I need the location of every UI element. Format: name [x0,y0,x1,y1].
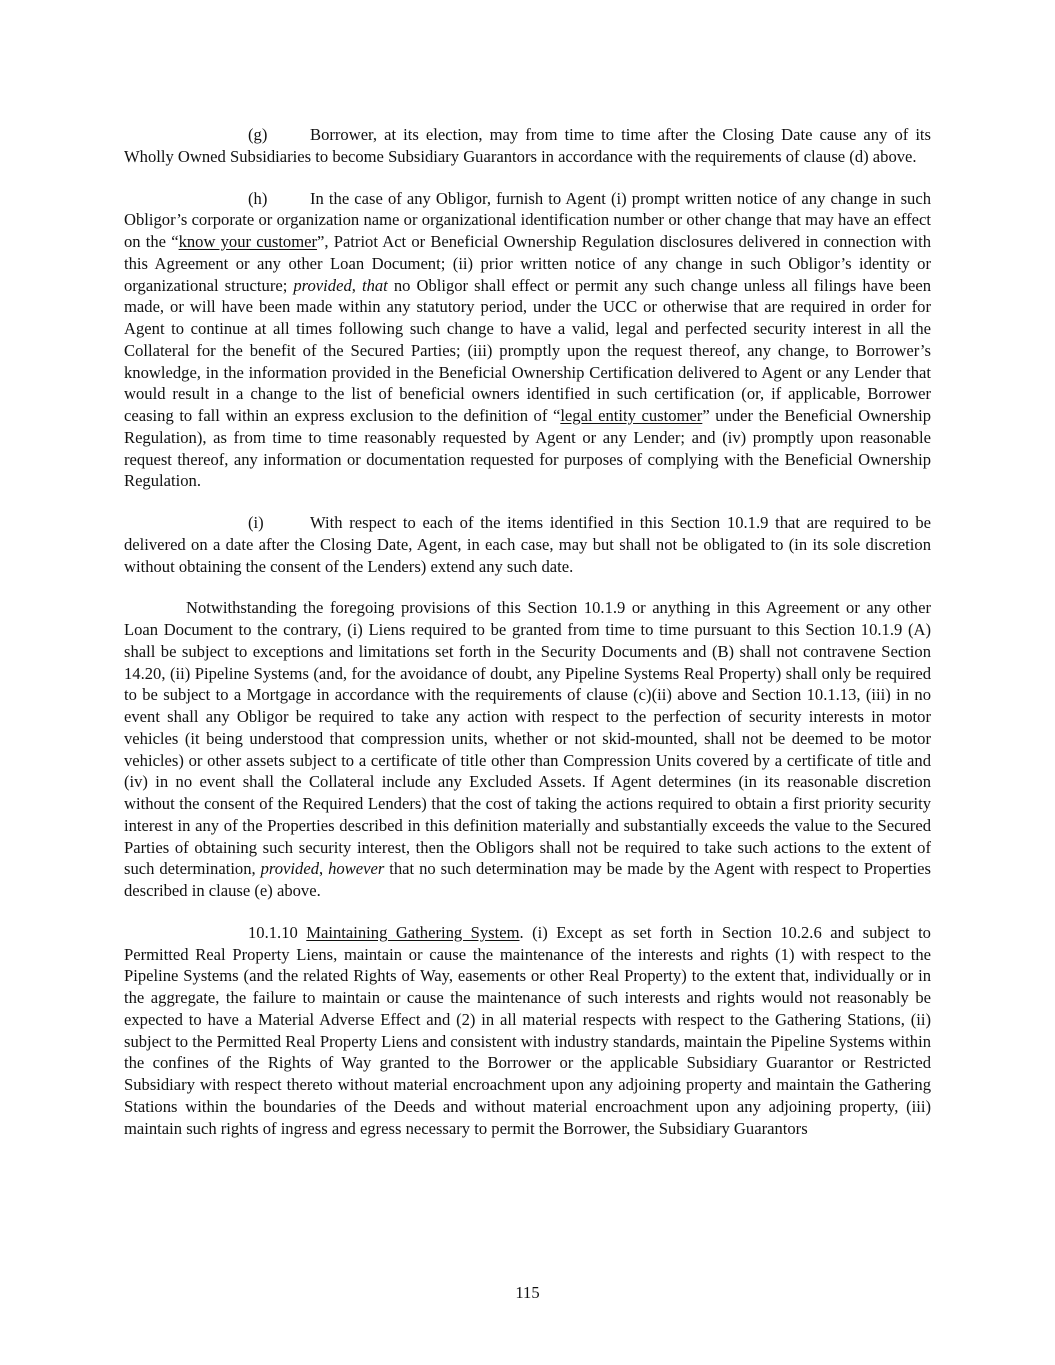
italic-term: that [361,275,388,295]
paragraph-text: With respect to each of the items identified in this Section 10.1.9 that are required to be delivered on a date after the Closing Date, Agent, in each case, may but shall not be obligated to (in its sole discretion without obtaining the consent of the Lenders) extend any such date. [124,513,931,576]
document-page [124,124,931,1159]
defined-term-underlined: legal entity customer [560,406,703,425]
paragraph-text: , [351,275,362,295]
italic-term: provided [260,859,319,879]
paragraph-text: In the case of any Obligor, furnish to Agent (i) prompt written notice of any change in such Obligor’s corporate or organization name or organizational identification number or other change that may have an effect on the “ [124,188,931,251]
italic-term: however [328,859,385,879]
paragraph-marker: (g) [248,125,268,144]
paragraph-text: ” under the Beneficial Ownership Regulation), as from time to time reasonably requested by Agent or any Lender; and (iv) promptly upon reasonable request thereof, any information or documentation requested for purposes of complying with the Beneficial Ownership Regulation. [124,406,931,491]
paragraph-text: . (i) Except as set forth in Section 10.2.6 and subject to Permitted Real Property Liens, maintain or cause the maintenance of the interests and rights (1) with respect to the Pipeline Systems (and the related Rights of Way, easements or other Real Property) to the extent that, individually or in the aggregate, the failure to maintain or cause the maintenance of such interests and rights would not reasonably be expected to have a Material Adverse Effect and (2) in all material respects with respect to the Gathering Stations, (ii) subject to the Permitted Real Property Liens and consistent with industry standards, maintain the Pipeline Systems within the confines of the Rights of Way granted to the Borrower or the applicable Subsidiary Guarantor or Restricted Subsidiary with respect thereto without material encroachment upon any adjoining property and maintain the Gathering Stations within the boundaries of the Deeds and without material encroachment upon any adjoining property, (iii) maintain such rights of ingress and egress necessary to permit the Borrower, the Subsidiary Guarantors [124,922,931,1138]
paragraph-text: , [319,859,329,879]
paragraph-notwithstanding [124,597,931,902]
paragraph-text: that no such determination may be made by the Agent with respect to Properties described in clause (e) above. [124,859,931,900]
paragraph-i [124,512,931,577]
defined-term-underlined: know your customer [178,232,318,251]
paragraph-marker: (i) [248,513,264,532]
page-number: 115 [515,1283,540,1302]
paragraph-h [124,188,931,493]
paragraph-text: Notwithstanding the foregoing provisions of this Section 10.1.9 or anything in this Agreement or any other Loan Document to the contrary, (i) Liens required to be granted from time to time pursuant to this Section 10.1.9 (A) shall be subject to exceptions and limitations set forth in the Security Documents and (B) shall not contravene Section 14.20, (ii) Pipeline Systems (and, for the avoidance of doubt, any Pipeline Systems Real Property) shall only be required to be subject to a Mortgage in accordance with the requirements of clause (c)(ii) above and Section 10.1.13, (iii) in no event shall any Obligor be required to take any action with respect to the perfection of security interests in motor vehicles (it being understood that compression units, whether or not skid-mounted, shall not be deemed to be motor vehicles) or other assets subject to a certificate of title other than Compression Units covered by a certificate of title and (iv) in no event shall the Collateral include any Excluded Assets. If Agent determines (in its reasonable discretion without the consent of the Required Lenders) that the cost of taking the actions required to obtain a first priority security interest in any of the Properties described in this definition materially and substantially exceeds the value to the Secured Parties of obtaining such security interest, then the Obligors shall not be required to take such actions to the extent of such determination, [124,598,931,879]
paragraph-text: ”, Patriot Act or Beneficial Ownership Regulation disclosures delivered in connection with this Agreement or any other Loan Document; (ii) prior written notice of any change in such Obligor’s identity or organizational structure; [124,232,931,295]
section-number: 10.1.10 [248,922,298,942]
section-10-1-10 [124,922,931,1140]
section-heading: Maintaining Gathering System [306,922,520,942]
paragraph-g [124,124,931,168]
paragraph-marker: (h) [248,188,268,208]
italic-term: provided [293,275,352,295]
paragraph-text: Borrower, at its election, may from time to time after the Closing Date cause any of its Wholly Owned Subsidiaries to become Subsidiary Guarantors in accordance with the requirements of clause (d) above. [124,125,931,166]
paragraph-text: no Obligor shall effect or permit any such change unless all filings have been made, or will have been made within any statutory period, under the UCC or otherwise that are required in order for Agent to continue at all times following such change to have a valid, legal and perfected security interest in all the Collateral for the benefit of the Secured Parties; (iii) promptly upon the request thereof, any change, to Borrower’s knowledge, in the information provided in the Beneficial Ownership Certification delivered to Agent or any Lender that would result in a change to the list of beneficial owners identified in such certification (or, if applicable, Borrower ceasing to fall within an express exclusion to the definition of “ [124,275,932,425]
